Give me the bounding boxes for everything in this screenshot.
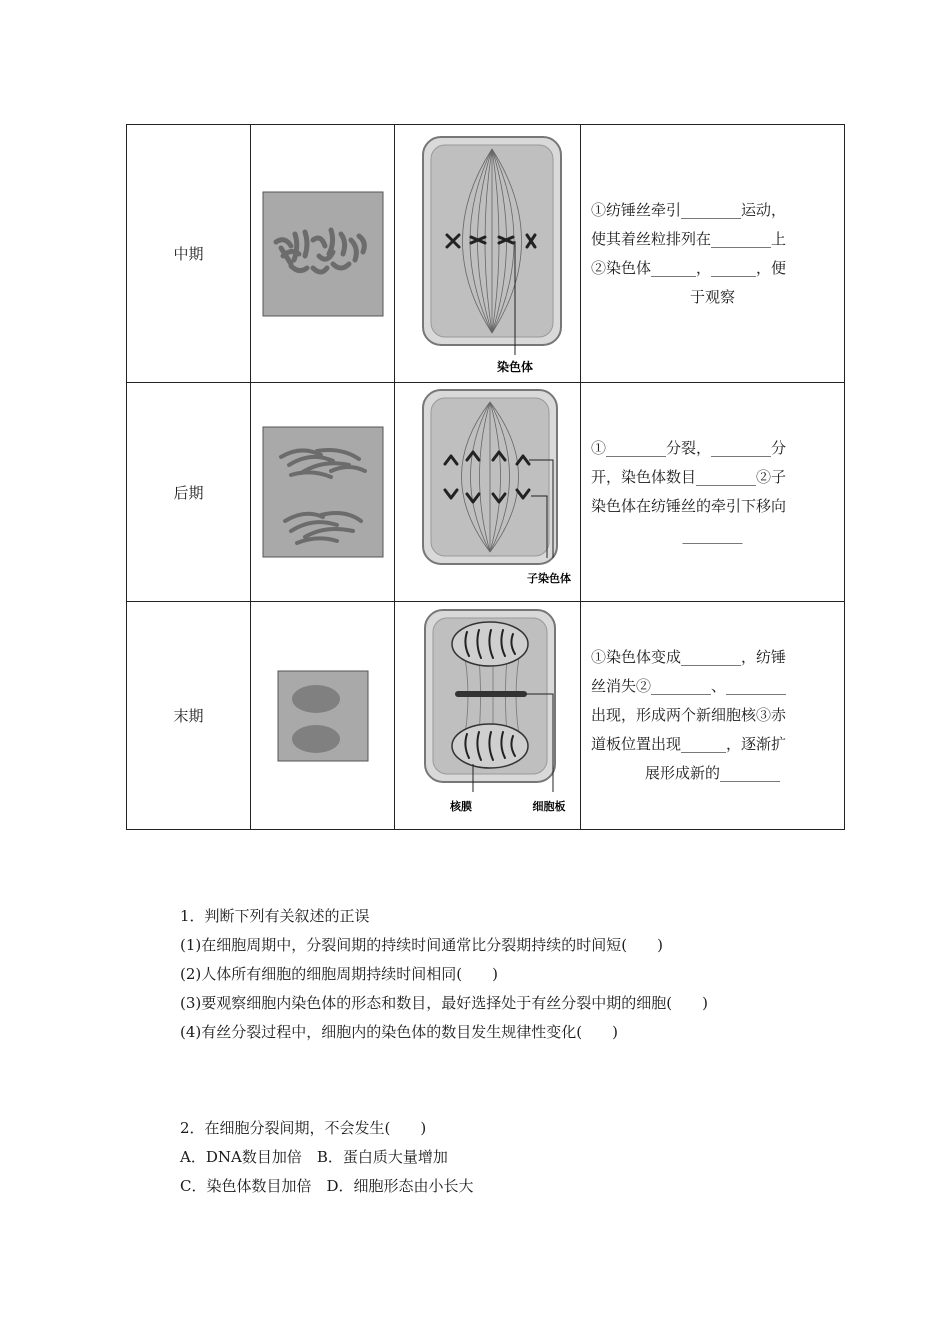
table-row	[127, 125, 845, 383]
question-1	[180, 902, 708, 1047]
desc-line: ________	[682, 526, 743, 544]
mitosis-phase-table	[126, 124, 845, 830]
desc-line: ②染色体______，______，便	[591, 258, 787, 277]
phase-description	[581, 383, 845, 602]
desc-line: ①纺锤丝牵引________运动，	[591, 200, 787, 219]
micrograph-telophase	[251, 602, 395, 830]
diagram-anaphase	[395, 383, 581, 602]
question-options: A．DNA数目加倍 B．蛋白质大量增加	[180, 1148, 448, 1166]
question-item: (4)有丝分裂过程中，细胞内的染色体的数目发生规律性变化( )	[180, 1023, 618, 1041]
desc-line: 使其着丝粒排列在________上	[591, 229, 787, 248]
table-row	[127, 383, 845, 602]
desc-line: 于观察	[689, 287, 735, 306]
phase-description	[581, 125, 845, 383]
question-title: 1．判断下列有关叙述的正误	[180, 907, 370, 925]
phase-name: 中期	[127, 125, 251, 383]
desc-line: ①染色体变成________，纺锤	[591, 648, 787, 666]
desc-line: ①________分裂，________分	[591, 439, 787, 457]
question-item: (2)人体所有细胞的细胞周期持续时间相同( )	[180, 965, 498, 983]
question-item: (3)要观察细胞内染色体的形态和数目，最好选择处于有丝分裂中期的细胞( )	[180, 994, 708, 1012]
phase-name: 后期	[127, 383, 251, 602]
diagram-label: 子染色体	[526, 572, 571, 585]
desc-line: 出现，形成两个新细胞核③赤	[591, 706, 787, 724]
diagram-label-left: 核膜	[449, 799, 472, 813]
question-item: (1)在细胞周期中，分裂间期的持续时间通常比分裂期持续的时间短( )	[180, 936, 663, 954]
table-row	[127, 602, 845, 830]
desc-line: 染色体在纺锤丝的牵引下移向	[591, 497, 787, 515]
phase-name: 末期	[127, 602, 251, 830]
desc-line: 开，染色体数目________②子	[591, 468, 787, 486]
diagram-label-right: 细胞板	[532, 799, 565, 813]
desc-line: 道板位置出现______，逐渐扩	[591, 735, 787, 753]
diagram-label: 染色体	[496, 359, 533, 374]
question-title: 2．在细胞分裂间期，不会发生( )	[180, 1119, 427, 1137]
desc-line: 展形成新的________	[644, 764, 780, 782]
micrograph-anaphase	[251, 383, 395, 602]
phase-description	[581, 602, 845, 830]
desc-line: 丝消失②________、________	[591, 677, 787, 695]
diagram-metaphase	[395, 125, 581, 383]
micrograph-metaphase	[251, 125, 395, 383]
diagram-telophase	[395, 602, 581, 830]
question-options: C．染色体数目加倍 D．细胞形态由小长大	[180, 1177, 474, 1195]
question-2	[180, 1114, 474, 1201]
